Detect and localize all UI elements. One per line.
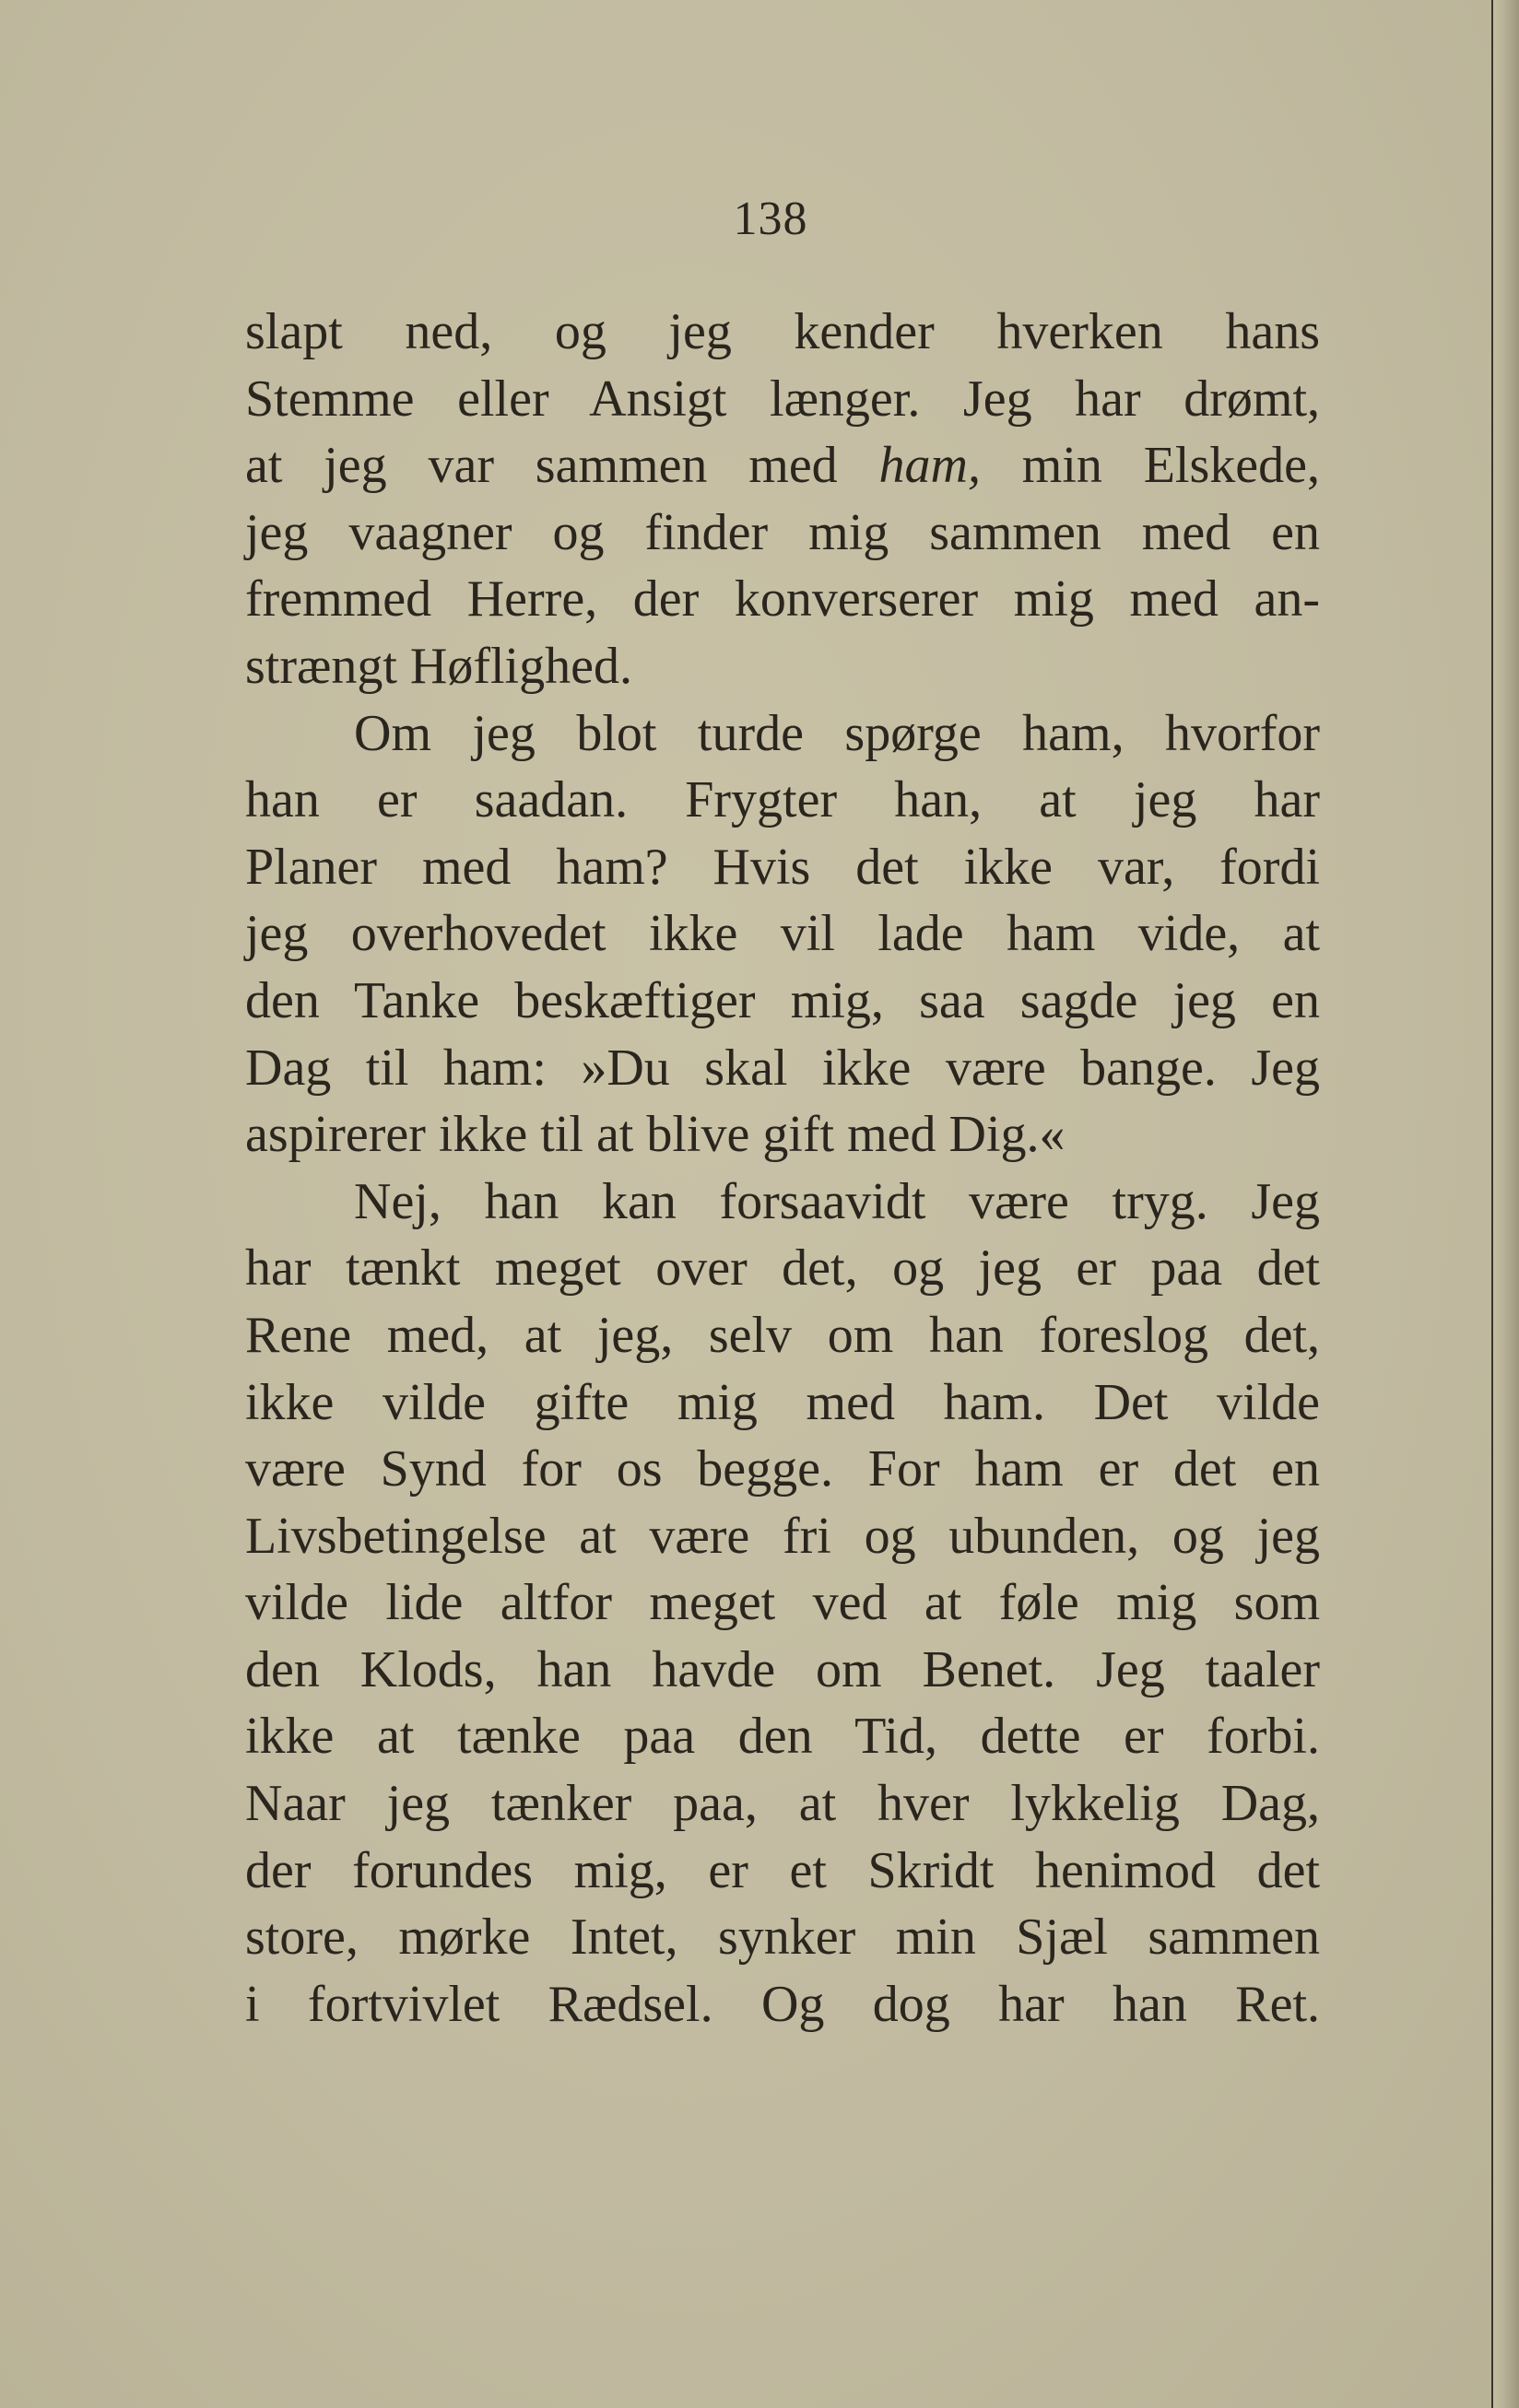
emphasized-word: ham,: [878, 437, 981, 495]
text-line: slapt ned, og jeg kender hverken hans: [245, 303, 1320, 360]
text-fragment: at jeg var sammen med: [245, 437, 838, 495]
text-line: Naar jeg tænker paa, at hver lykkelig Dag,: [245, 1775, 1320, 1833]
text-line: Stemme eller Ansigt længer. Jeg har drømt,: [245, 370, 1320, 428]
text-line: har tænkt meget over det, og jeg er paa det: [245, 1239, 1320, 1298]
text-line: strængt Høflighed.: [245, 637, 632, 695]
page-edge: [1491, 0, 1519, 2408]
text-line: den Tanke beskæftiger mig, saa sagde jeg en: [245, 971, 1320, 1029]
text-line: den Klods, han havde om Benet. Jeg taaler: [245, 1640, 1320, 1698]
text-line: store, mørke Intet, synker min Sjæl sammen: [245, 1909, 1320, 1967]
text-line: Om jeg blot turde spørge ham, hvorfor: [354, 704, 1320, 762]
text-line: aspirerer ikke til at blive gift med Dig.«: [245, 1106, 1066, 1164]
text-line: Rene med, at jeg, selv om han foreslog det,: [245, 1306, 1320, 1364]
text-line: Dag til ham: »Du skal ikke være bange. Jeg: [245, 1039, 1320, 1097]
text-line: vilde lide altfor meget ved at føle mig som: [245, 1574, 1320, 1632]
page-number: 138: [733, 193, 808, 245]
text-line: være Synd for os begge. For ham er det en: [245, 1440, 1320, 1498]
text-line: Nej, han kan forsaavidt være tryg. Jeg: [354, 1172, 1320, 1230]
text-line: fremmed Herre, der konverserer mig med an-: [245, 570, 1320, 628]
text-line: Planer med ham? Hvis det ikke var, fordi: [245, 838, 1320, 896]
text-line: jeg overhovedet ikke vil lade ham vide, at: [245, 905, 1320, 963]
text-line: ikke vilde gifte mig med ham. Det vilde: [245, 1373, 1320, 1431]
text-line: han er saadan. Frygter han, at jeg har: [245, 771, 1320, 829]
text-fragment: min Elskede,: [1021, 437, 1320, 495]
text-line: jeg vaagner og finder mig sammen med en: [245, 503, 1320, 561]
body-text: [245, 299, 1320, 2038]
text-line: ikke at tænke paa den Tid, dette er forbi.: [245, 1708, 1320, 1766]
text-line: der forundes mig, er et Skridt henimod det: [245, 1841, 1320, 1899]
text-line: Livsbetingelse at være fri og ubunden, og jeg: [245, 1507, 1320, 1565]
text-line: [245, 432, 1320, 499]
text-line: i fortvivlet Rædsel. Og dog har han Ret.: [245, 1975, 1320, 2033]
